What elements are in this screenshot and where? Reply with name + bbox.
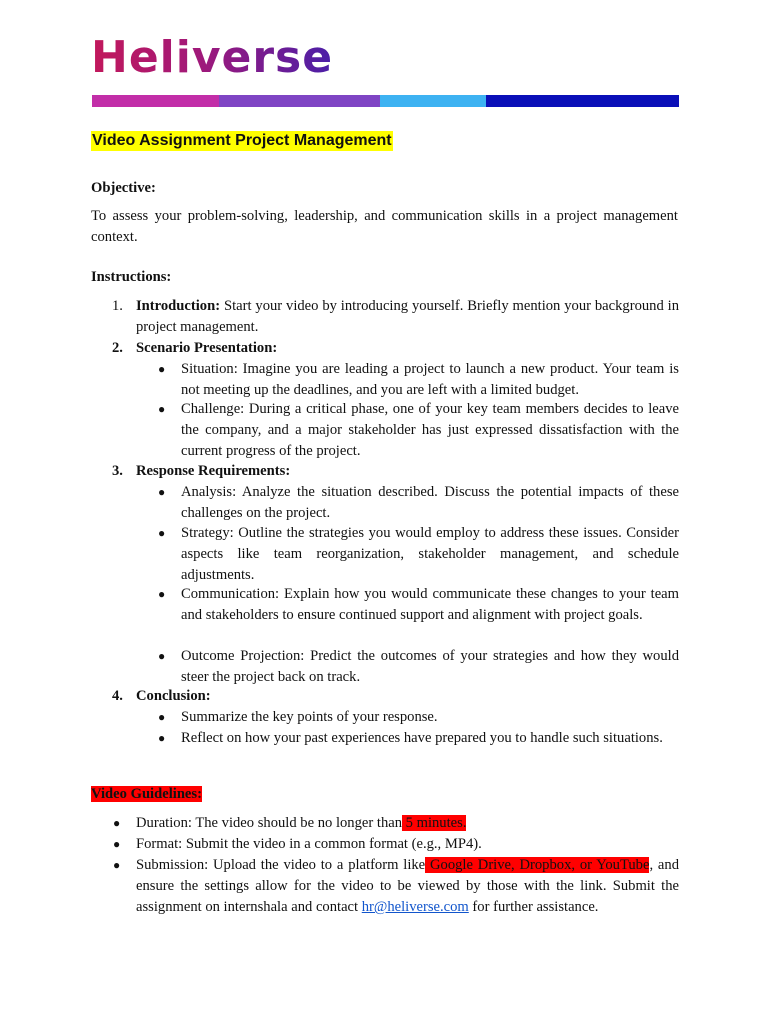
item-3-bullet-1: Analysis: Analyze the situation described. Discuss the potential impacts of these challenges on the project. bbox=[181, 484, 679, 521]
email-link[interactable]: hr@heliverse.com bbox=[361, 899, 469, 915]
guideline-format: Format: Submit the video in a common format (e.g., MP4). bbox=[136, 836, 482, 852]
item-3-bullet-2: Strategy: Outline the strategies you would employ to address these issues. Consider aspects like team reorganization, stakeholder management, and schedule adjustments. bbox=[181, 525, 679, 583]
bullet-icon: ● bbox=[158, 731, 166, 745]
guideline-submission bbox=[136, 855, 679, 918]
bullet-icon: ● bbox=[158, 526, 166, 540]
submission-text-continued: , and ensure the settings allow for the video to be viewed by those with the link. Submit the assignment on internshala and contact bbox=[136, 857, 679, 915]
item-1-body: Start your video by introducing yourself. Briefly mention your background in project management. bbox=[136, 298, 679, 335]
item-3-label: Response Requirements: bbox=[136, 463, 291, 479]
bullet-icon: ● bbox=[158, 485, 166, 499]
guideline-duration bbox=[136, 813, 679, 834]
bullet-icon: ● bbox=[113, 816, 121, 830]
item-3-bullet-4: Outcome Projection: Predict the outcomes of your strategies and how they would steer the project back on track. bbox=[181, 648, 679, 685]
bullet-icon: ● bbox=[158, 587, 166, 601]
item-1-label: Introduction: bbox=[136, 298, 221, 314]
item-4-bullet-2: Reflect on how your past experiences have prepared you to handle such situations. bbox=[181, 730, 663, 746]
item-1-number: 1. bbox=[112, 298, 123, 314]
stripe-segment-blue bbox=[486, 95, 679, 107]
guidelines-heading bbox=[91, 784, 202, 805]
item-2-number: 2. bbox=[112, 340, 123, 356]
bullet-icon: ● bbox=[158, 649, 166, 663]
submission-platforms-highlight: Google Drive, Dropbox, or YouTube bbox=[425, 857, 650, 873]
bullet-icon: ● bbox=[113, 837, 121, 851]
item-4-bullet-1: Summarize the key points of your response. bbox=[181, 709, 438, 725]
objective-text: To assess your problem-solving, leadership, and communication skills in a project management context. bbox=[91, 208, 678, 245]
stripe-segment-magenta bbox=[92, 95, 219, 107]
guidelines-heading-text: Video Guidelines: bbox=[91, 786, 202, 802]
stripe-segment-purple bbox=[219, 95, 380, 107]
item-4-label: Conclusion: bbox=[136, 688, 211, 704]
item-3-number: 3. bbox=[112, 463, 123, 479]
duration-highlight: 5 minutes. bbox=[402, 815, 467, 831]
duration-text: Duration: The video should be no longer than bbox=[136, 815, 403, 831]
item-1-text bbox=[136, 296, 679, 338]
brand-color-stripe bbox=[92, 95, 679, 107]
bullet-icon: ● bbox=[158, 402, 166, 416]
item-4-number: 4. bbox=[112, 688, 123, 704]
stripe-segment-cyan bbox=[380, 95, 486, 107]
bullet-icon: ● bbox=[158, 710, 166, 724]
item-2-bullet-2: Challenge: During a critical phase, one of your key team members decides to leave the company, and a major stakeholder has just expressed dissatisfaction with the current progress of the project. bbox=[181, 401, 679, 459]
submission-text-end: for further assistance. bbox=[468, 899, 599, 915]
submission-text: Submission: Upload the video to a platform like bbox=[136, 857, 426, 873]
item-3-bullet-3: Communication: Explain how you would communicate these changes to your team and stakeholders to ensure continued support and alignment with project goals. bbox=[181, 586, 679, 623]
item-2-label: Scenario Presentation: bbox=[136, 340, 278, 356]
instructions-heading: Instructions: bbox=[91, 269, 172, 285]
heliverse-logo: Heliverse bbox=[91, 32, 334, 83]
bullet-icon: ● bbox=[113, 858, 121, 872]
bullet-icon: ● bbox=[158, 362, 166, 376]
document-title: Video Assignment Project Management bbox=[92, 132, 392, 149]
item-2-bullet-1: Situation: Imagine you are leading a project to launch a new product. Your team is not meeting up the deadlines, and you are left with a limited budget. bbox=[181, 361, 679, 398]
objective-heading: Objective: bbox=[91, 180, 156, 196]
